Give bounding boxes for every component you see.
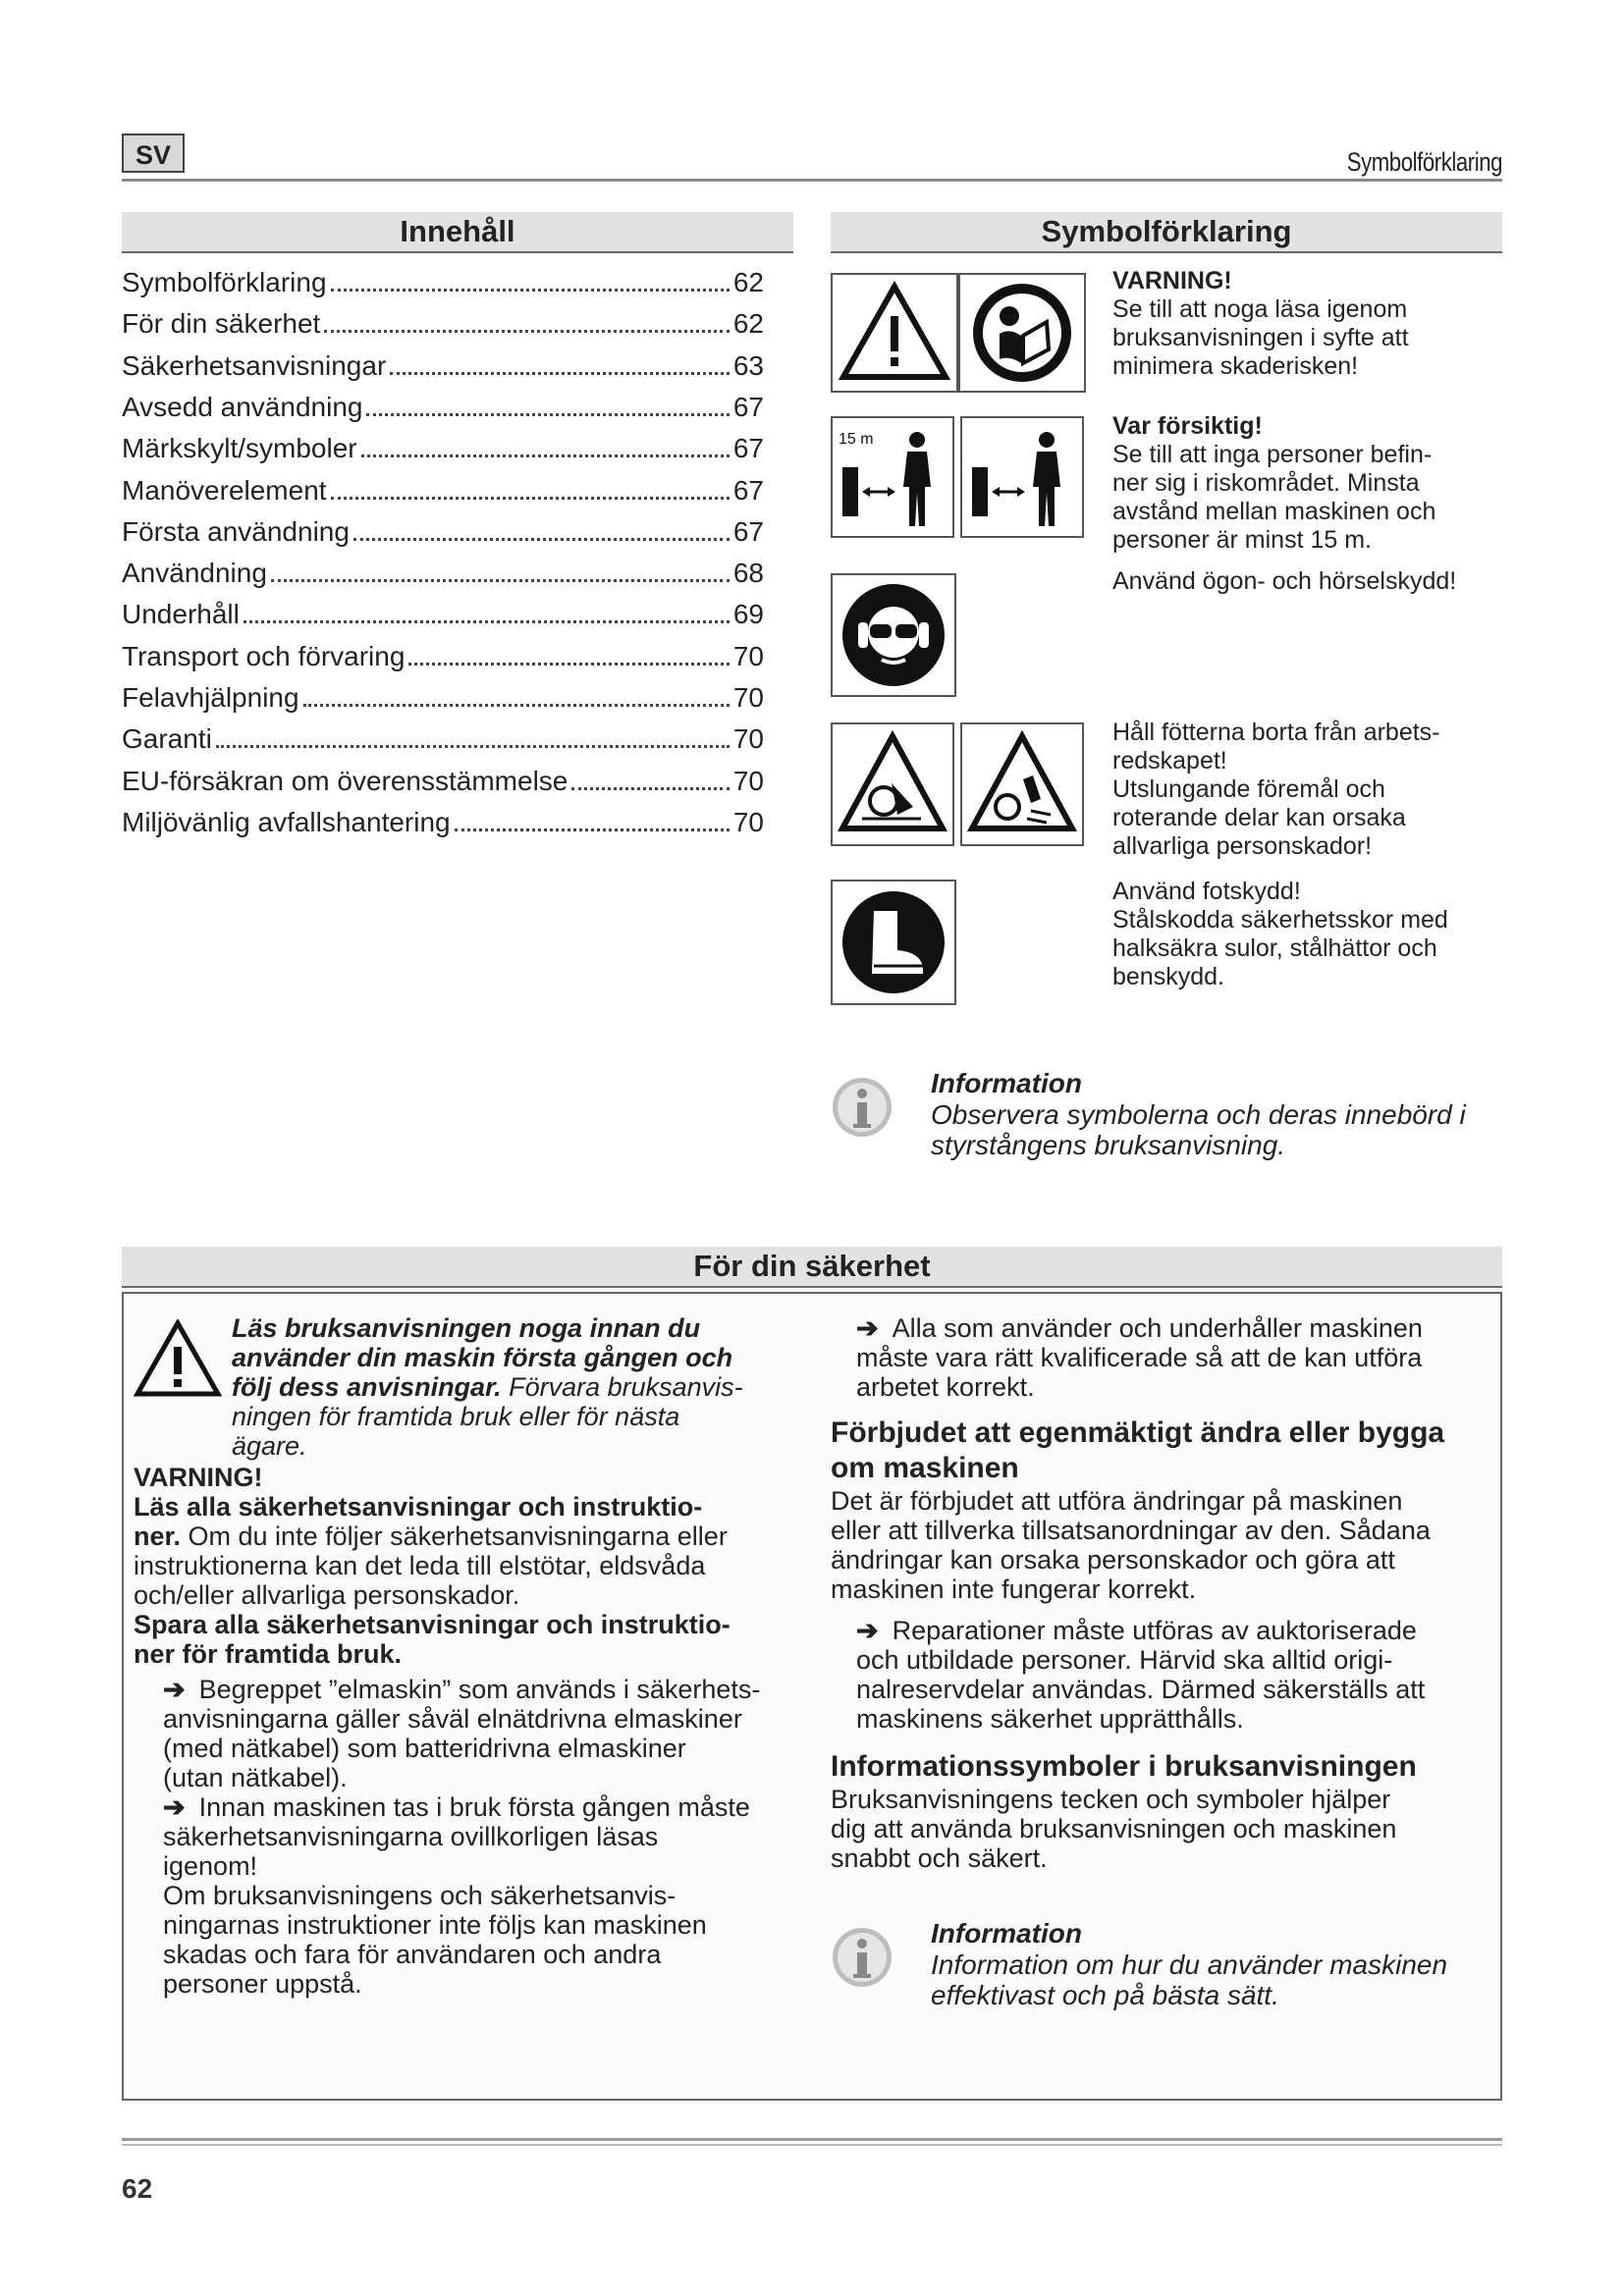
- symbol-4-line: redskapet!: [1112, 747, 1227, 774]
- toc-entry-label: Första användning: [122, 515, 350, 547]
- bullet-line: arbetet korrekt.: [856, 1372, 1035, 1402]
- bullet-line: (med nätkabel) som batteridrivna elmaskiner: [163, 1734, 686, 1763]
- bullet-line: säkerhetsanvisningarna ovillkorligen läsas: [163, 1822, 659, 1851]
- foot-protection-symbol: [831, 880, 956, 1005]
- read-manual-symbol: [958, 273, 1086, 393]
- toc-leader-dots: [455, 828, 730, 831]
- running-header-title: Symbolförklaring: [1346, 147, 1502, 177]
- toc-entry-label: Transport och förvaring: [122, 640, 406, 671]
- symbol-text-4: [1112, 719, 1505, 861]
- symbol-5-line: halksäkra sulor, stålhättor och: [1112, 934, 1437, 962]
- symbol-2-line: ner sig i riskområdet. Minsta: [1112, 469, 1420, 497]
- distance-person-icon: [833, 418, 952, 536]
- intro-line: ningen för framtida bruk eller för nästa: [232, 1402, 680, 1431]
- info-title: Information: [931, 1068, 1082, 1098]
- toc-leader-dots: [361, 454, 730, 457]
- toc-leader-dots: [353, 537, 730, 541]
- toc-entry-page: 67: [732, 433, 764, 464]
- info-title: Information: [931, 1918, 1082, 1949]
- safety-boot-icon: [833, 881, 954, 1003]
- symbol-text-3: [1112, 567, 1505, 596]
- toc-entry-page: 70: [732, 723, 764, 755]
- intro-line: [232, 1372, 801, 1402]
- toc-entry[interactable]: [122, 641, 764, 672]
- warning-heading: VARNING!: [134, 1463, 263, 1492]
- language-badge: SV: [122, 133, 185, 173]
- distance-person-icon: [962, 418, 1082, 536]
- toc-entry[interactable]: [122, 433, 764, 464]
- symbol-4-line: roterande delar kan orsaka: [1112, 804, 1406, 831]
- info-block-symbols: [931, 1068, 1500, 1160]
- read-manual-icon: [960, 275, 1084, 391]
- symbol-5-line: benskydd.: [1112, 963, 1224, 990]
- symbol-2-heading: Var försiktig!: [1112, 412, 1263, 440]
- warning-line: och/eller allvarliga personskador.: [134, 1580, 520, 1610]
- symbol-text-1: [1112, 267, 1505, 381]
- symbol-1-line: minimera skaderisken!: [1112, 352, 1359, 380]
- info-icon: [831, 1926, 893, 1994]
- bullet-line: Om bruksanvisningens och säkerhetsanvis-: [163, 1881, 677, 1910]
- toc-leader-dots: [331, 288, 730, 292]
- info-line: effektivast och på bästa sätt.: [931, 1980, 1279, 2010]
- feet-hazard-icon: [962, 724, 1082, 844]
- toc-entry[interactable]: [122, 350, 764, 382]
- toc-entry-label: Säkerhetsanvisningar: [122, 349, 387, 381]
- footer-rule: [122, 2138, 1502, 2141]
- forbidden-line: Det är förbjudet att utföra ändringar på maskinen: [831, 1486, 1403, 1516]
- toc-entry-page: 70: [732, 765, 764, 796]
- bullet-line: ningarnas instruktioner inte följs kan maskinen: [163, 1910, 707, 1940]
- symbol-2-line: personer är minst 15 m.: [1112, 526, 1372, 554]
- info-symbols-heading: Informationssymboler i bruksanvisningen: [831, 1750, 1417, 1783]
- symbol-1-heading: VARNING!: [1112, 267, 1232, 294]
- toc-entry-label: Miljövänlig avfallshantering: [122, 806, 451, 837]
- toc-entry[interactable]: [122, 308, 764, 340]
- arrow-icon: ➔: [856, 1313, 879, 1343]
- symbol-2-line: Se till att inga personer befin-: [1112, 441, 1433, 468]
- info-symbols-line: Bruksanvisningens tecken och symboler hjälper: [831, 1785, 1391, 1814]
- toc-entry[interactable]: [122, 723, 764, 755]
- toc-entry-page: 63: [732, 349, 764, 381]
- toc-leader-dots: [244, 619, 730, 623]
- warning-line: instruktionerna kan det leda till elstötar, eldsvåda: [134, 1551, 706, 1580]
- toc-entry-label: EU-försäkran om överensstämmelse: [122, 765, 568, 796]
- forbidden-line: ändringar kan orsaka personskador och göra att: [831, 1545, 1395, 1575]
- bullet-line: ➔ Alla som använder och underhåller maskinen: [856, 1313, 1423, 1343]
- bullet-line: (utan nätkabel).: [163, 1763, 348, 1792]
- toc-entry[interactable]: [122, 516, 764, 548]
- toc-leader-dots: [571, 786, 729, 790]
- toc-entry[interactable]: [122, 558, 764, 589]
- feet-hazard-icon: [833, 724, 952, 844]
- toc-leader-dots: [331, 496, 730, 500]
- bullet-line: anvisningarna gäller såväl elnätdrivna elmaskiner: [163, 1704, 742, 1734]
- toc-entry-label: Avsedd användning: [122, 391, 363, 422]
- toc-entry-label: Märkskylt/symboler: [122, 433, 357, 464]
- toc-entry-page: 70: [732, 806, 764, 837]
- toc-entry-label: För din säkerhet: [122, 308, 321, 340]
- symbol-5-line: Använd fotskydd!: [1112, 878, 1301, 905]
- toc-leader-dots: [366, 412, 729, 416]
- symbol-4-line: Utslungande föremål och: [1112, 775, 1385, 803]
- toc-entry[interactable]: [122, 807, 764, 838]
- symbol-1-line: Se till att noga läsa igenom: [1112, 295, 1408, 323]
- warning-line: [134, 1522, 811, 1551]
- eye-ear-protection-icon: [833, 575, 954, 695]
- toc-entry-page: 69: [732, 599, 764, 630]
- warning-line: Läs alla säkerhetsanvisningar och instruktio-: [134, 1492, 703, 1522]
- bullet-line: skadas och fara för användaren och andra: [163, 1940, 662, 1969]
- warning-triangle-icon: [833, 275, 956, 391]
- warning-triangle-icon: [134, 1319, 222, 1398]
- symbols-heading: Symbolförklaring: [831, 212, 1502, 253]
- symbol-5-line: Stålskodda säkerhetsskor med: [1112, 906, 1448, 934]
- toc-leader-dots: [408, 662, 729, 666]
- bullet-line: måste vara rätt kvalificerade så att de kan utföra: [856, 1343, 1423, 1372]
- symbol-text-2: [1112, 412, 1505, 555]
- keep-line: ner för framtida bruk.: [134, 1639, 403, 1669]
- toc-leader-dots: [216, 744, 730, 748]
- forbidden-heading: om maskinen: [831, 1452, 1019, 1484]
- arrow-icon: ➔: [163, 1675, 186, 1704]
- feet-away-symbol-2: [960, 722, 1084, 846]
- distance-symbol-2: [960, 416, 1084, 538]
- bullet-line: maskinens säkerhet upprätthålls.: [856, 1704, 1244, 1734]
- eye-ear-protection-symbol: [831, 573, 956, 697]
- page-number: 62: [122, 2173, 153, 2204]
- toc-entry-label: Underhåll: [122, 599, 240, 630]
- safety-warning: [134, 1463, 811, 1669]
- toc-entry-page: 70: [732, 682, 764, 713]
- symbol-4-line: Håll fötterna borta från arbets-: [1112, 719, 1440, 746]
- warning-triangle-large: [134, 1319, 222, 1403]
- toc-leader-dots: [390, 371, 730, 375]
- info-line: Information om hur du använder maskinen: [931, 1949, 1448, 1980]
- toc-entry-page: 62: [732, 308, 764, 340]
- info-block-safety: [931, 1918, 1500, 2010]
- bullet-line: nalreservdelar användas. Därmed säkerställs att: [856, 1675, 1426, 1704]
- forbidden-line: maskinen inte fungerar korrekt.: [831, 1575, 1197, 1604]
- toc-leader-dots: [271, 578, 730, 582]
- safety-bullets-left: [163, 1675, 821, 1999]
- warning-bold: ner.: [134, 1522, 182, 1551]
- toc-entry[interactable]: [122, 766, 764, 797]
- info-symbols-line: dig att använda bruksanvisningen och maskinen: [831, 1814, 1397, 1843]
- info-circle-icon: [831, 1926, 893, 1989]
- intro-line: Läs bruksanvisningen noga innan du: [232, 1313, 701, 1343]
- intro-rest: Förvara bruksanvis-: [501, 1372, 743, 1402]
- toc-leader-dots: [303, 703, 730, 707]
- bullet-line: personer uppstå.: [163, 1969, 362, 1999]
- safety-intro: [232, 1313, 801, 1461]
- safety-heading: För din säkerhet: [122, 1247, 1502, 1288]
- header-rule: [122, 179, 1502, 182]
- toc-entry-page: 67: [732, 391, 764, 422]
- toc-entry[interactable]: [122, 599, 764, 630]
- symbol-4-line: allvarliga personskador!: [1112, 832, 1373, 860]
- intro-bold: följ dess anvisningar.: [232, 1372, 502, 1402]
- toc-heading: Innehåll: [122, 212, 793, 253]
- warning-triangle-symbol: [831, 273, 958, 393]
- toc-entry-label: Garanti: [122, 723, 212, 755]
- toc-entry[interactable]: [122, 267, 764, 298]
- symbol-2-line: avstånd mellan maskinen och: [1112, 498, 1436, 525]
- intro-line: använder din maskin första gången och: [232, 1343, 733, 1372]
- symbol-3-line: Använd ögon- och hörselskydd!: [1112, 567, 1457, 595]
- intro-line: ägare.: [232, 1431, 307, 1461]
- safety-right-bullet1: [856, 1313, 1494, 1402]
- forbidden-line: eller att tillverka tillsatsanordningar av den. Sådana: [831, 1516, 1431, 1545]
- info-circle-icon: [831, 1076, 893, 1139]
- forbidden-heading: Förbjudet att egenmäktigt ändra eller bygga: [831, 1416, 1445, 1449]
- info-symbols-line: snabbt och säkert.: [831, 1843, 1048, 1873]
- toc-entry-label: Symbolförklaring: [122, 267, 327, 297]
- toc-entry-label: Felavhjälpning: [122, 682, 299, 713]
- bullet-line: ➔ Reparationer måste utföras av auktoriserade: [856, 1616, 1417, 1645]
- toc-entry-label: Användning: [122, 558, 267, 589]
- toc-entry[interactable]: [122, 392, 764, 423]
- toc-entry[interactable]: [122, 475, 764, 507]
- distance-symbol-1: [831, 416, 954, 538]
- toc-leader-dots: [324, 329, 730, 333]
- distance-label: 15 m: [839, 431, 874, 448]
- info-line: Observera symbolerna och deras innebörd i: [931, 1099, 1466, 1130]
- footer-rule: [122, 2144, 1502, 2146]
- info-line: styrstångens bruksanvisning.: [931, 1130, 1286, 1160]
- info-icon: [831, 1076, 893, 1144]
- keep-line: Spara alla säkerhetsanvisningar och instruktio-: [134, 1610, 731, 1639]
- toc-entry-page: 68: [732, 558, 764, 589]
- toc-entry-page: 67: [732, 515, 764, 547]
- bullet-line: igenom!: [163, 1851, 258, 1881]
- toc-entry[interactable]: [122, 682, 764, 714]
- arrow-icon: ➔: [163, 1792, 186, 1822]
- repair-section: [856, 1616, 1494, 1734]
- forbidden-section: [831, 1415, 1498, 1604]
- feet-away-symbol-1: [831, 722, 954, 846]
- arrow-icon: ➔: [856, 1616, 879, 1645]
- info-symbols-section: [831, 1749, 1498, 1873]
- toc-entry-page: 70: [732, 640, 764, 671]
- symbol-text-5: [1112, 878, 1505, 991]
- bullet-line: ➔ Begreppet ”elmaskin” som används i säkerhets-: [163, 1675, 761, 1704]
- toc-entry-page: 62: [732, 267, 764, 297]
- symbol-1-line: bruksanvisningen i syfte att: [1112, 324, 1409, 351]
- toc-entry-page: 67: [732, 474, 764, 506]
- bullet-line: ➔ Innan maskinen tas i bruk första gången måste: [163, 1792, 750, 1822]
- bullet-line: och utbildade personer. Härvid ska alltid origi-: [856, 1645, 1393, 1675]
- toc-entry-label: Manöverelement: [122, 474, 327, 506]
- warning-rest: Om du inte följer säkerhetsanvisningarna eller: [181, 1522, 728, 1551]
